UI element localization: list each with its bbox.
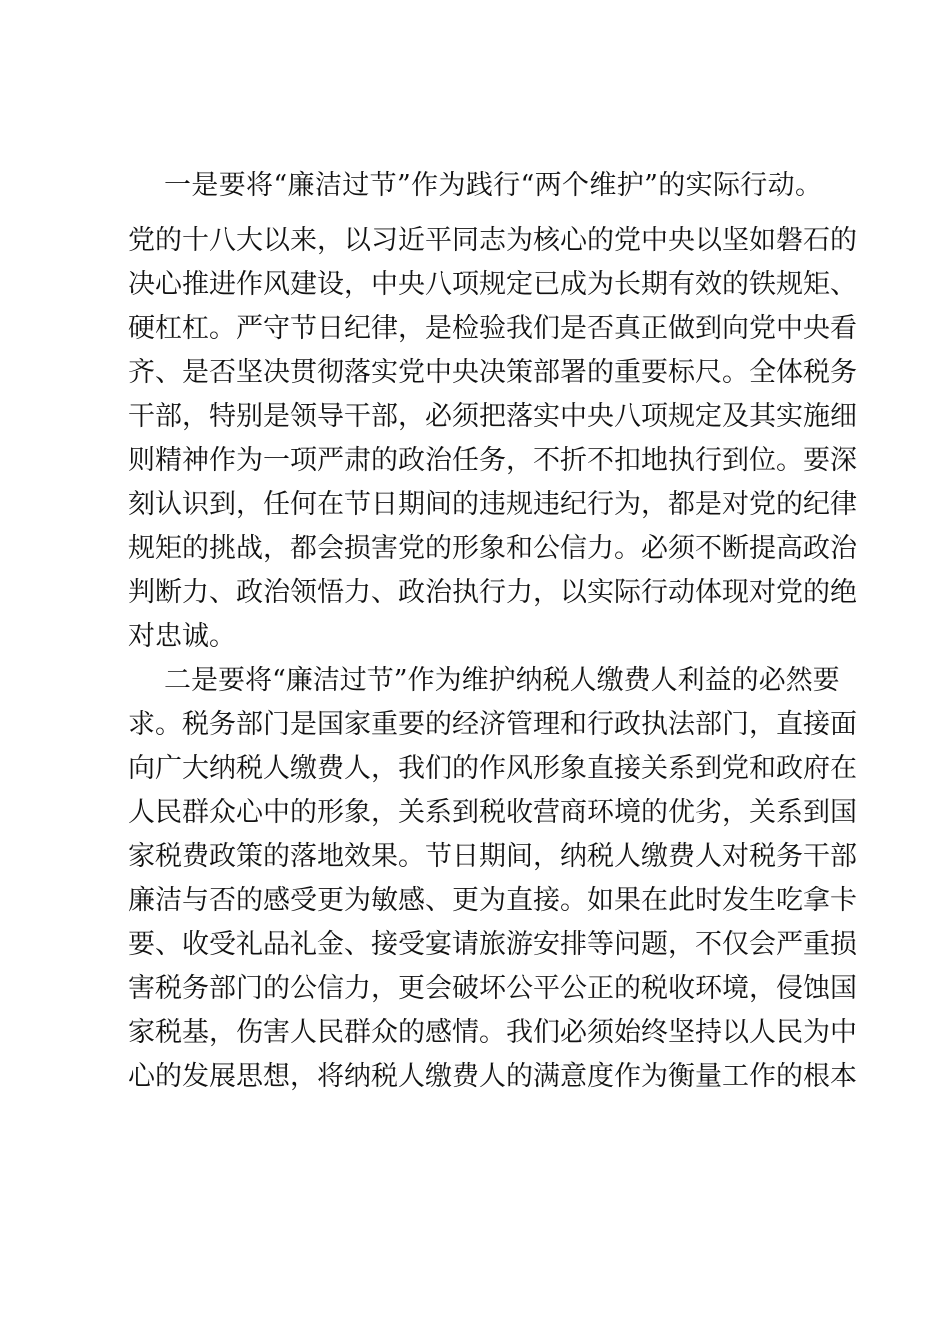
text-line: 干部，特别是领导干部，必须把落实中央八项规定及其实施细 bbox=[128, 401, 857, 432]
paragraph-1 bbox=[128, 164, 857, 659]
text-line: 刻认识到，任何在节日期间的违规违纪行为，都是对党的纪律 bbox=[128, 489, 857, 520]
text-line: 对忠诚。 bbox=[128, 621, 236, 652]
text-line: 人民群众心中的形象，关系到税收营商环境的优劣，关系到国 bbox=[128, 797, 857, 828]
text-line: 向广大纳税人缴费人，我们的作风形象直接关系到党和政府在 bbox=[128, 753, 857, 784]
document-page bbox=[128, 164, 857, 1099]
text-line: 害税务部门的公信力，更会破坏公平公正的税收环境，侵蚀国 bbox=[128, 973, 857, 1004]
text-line: 要、收受礼品礼金、接受宴请旅游安排等问题，不仅会严重损 bbox=[128, 929, 857, 960]
text-line: 则精神作为一项严肃的政治任务，不折不扣地执行到位。要深 bbox=[128, 445, 857, 476]
text-line: 家税费政策的落地效果。节日期间，纳税人缴费人对税务干部 bbox=[128, 841, 857, 872]
text-line: 规矩的挑战，都会损害党的形象和公信力。必须不断提高政治 bbox=[128, 533, 857, 564]
text-line: 求。税务部门是国家重要的经济管理和行政执法部门，直接面 bbox=[128, 709, 857, 740]
paragraph-2 bbox=[128, 659, 857, 1099]
text-line: 一是要将“廉洁过节”作为践行“两个维护”的实际行动。 bbox=[164, 170, 822, 201]
text-line: 二是要将“廉洁过节”作为维护纳税人缴费人利益的必然要 bbox=[164, 665, 840, 696]
text-line: 廉洁与否的感受更为敏感、更为直接。如果在此时发生吃拿卡 bbox=[128, 885, 857, 916]
text-line: 齐、是否坚决贯彻落实党中央决策部署的重要标尺。全体税务 bbox=[128, 357, 857, 388]
text-line: 决心推进作风建设，中央八项规定已成为长期有效的铁规矩、 bbox=[128, 269, 857, 300]
text-line: 党的十八大以来，以习近平同志为核心的党中央以坚如磐石的 bbox=[128, 225, 857, 256]
text-line: 判断力、政治领悟力、政治执行力，以实际行动体现对党的绝 bbox=[128, 577, 857, 608]
text-line: 家税基，伤害人民群众的感情。我们必须始终坚持以人民为中 bbox=[128, 1017, 857, 1048]
text-line: 硬杠杠。严守节日纪律，是检验我们是否真正做到向党中央看 bbox=[128, 313, 857, 344]
text-line: 心的发展思想，将纳税人缴费人的满意度作为衡量工作的根本 bbox=[128, 1061, 857, 1092]
